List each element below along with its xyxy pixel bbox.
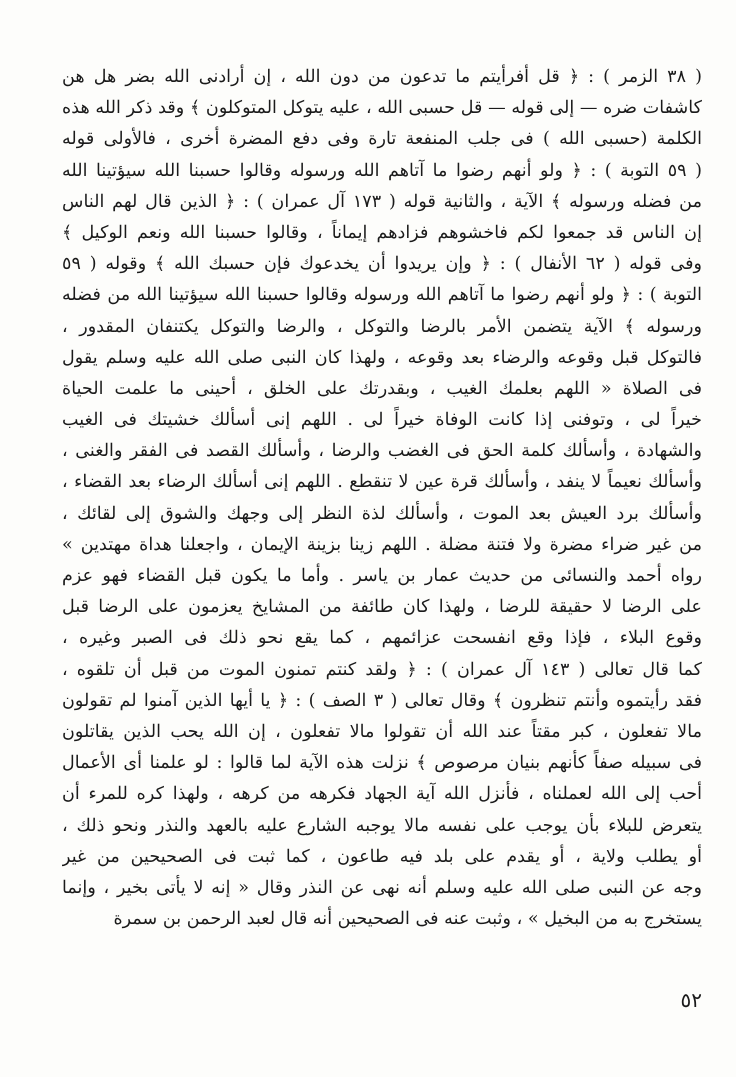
body-text bbox=[62, 62, 702, 935]
text-line: كاشفات ضره — إلى قوله — قل حسبى الله ، عليه يتوكل المتوكلون ﴾ وقد ذكر الله هذه bbox=[62, 98, 702, 119]
text-line: أو يطلب ولاية ، أو يقدم على بلد فيه طاعون ، كما ثبت فى الصحيحين من غير bbox=[62, 846, 702, 867]
text-line: من غير ضراء مضرة ولا فتنة مضلة . اللهم زينا بزينة الإيمان ، واجعلنا هداة مهتدين » bbox=[62, 534, 702, 555]
text-line: وفى قوله ( ٦٢ الأنفال ) : ﴿ وإن يريدوا أن يخدعوك فإن حسبك الله ﴾ وقوله ( ٥٩ bbox=[62, 254, 702, 275]
text-line: الكلمة (حسبى الله ) فى جلب المنفعة تارة وفى دفع المضرة أخرى ، فالأولى قوله bbox=[62, 129, 702, 150]
page-number: ٥٢ bbox=[680, 988, 702, 1012]
text-line: فى سبيله صفاً كأنهم بنيان مرصوص ﴾ نزلت هذه الآية لما قالوا : لو علمنا أى الأعمال bbox=[62, 753, 702, 774]
text-line: فالتوكل قبل وقوعه والرضاء بعد وقوعه ، ولهذا كان النبى صلى الله عليه وسلم يقول bbox=[62, 347, 702, 368]
text-line: ( ٥٩ التوبة ) : ﴿ ولو أنهم رضوا ما آتاهم الله ورسوله وقالوا حسبنا الله سيؤتينا الله bbox=[62, 160, 702, 181]
text-line: التوبة ) : ﴿ ولو أنهم رضوا ما آتاهم الله ورسوله وقالوا حسبنا الله سيؤتينا الله من فضله bbox=[62, 285, 702, 306]
text-line: فى الصلاة « اللهم بعلمك الغيب ، وبقدرتك على الخلق ، أحينى ما علمت الحياة bbox=[62, 378, 702, 399]
text-line: وقوع البلاء ، فإذا وقع انفسحت عزائمهم ، كما يقع نحو ذلك فى الصبر وغيره ، bbox=[62, 628, 702, 649]
text-line: رواه أحمد والنسائى من حديث عمار بن ياسر . وأما ما يكون قبل القضاء فهو عزم bbox=[62, 566, 702, 586]
text-line: خيراً لى ، وتوفنى إذا كانت الوفاة خيراً لى . اللهم إنى أسألك خشيتك فى الغيب bbox=[62, 410, 702, 431]
text-line: يتعرض للبلاء بأن يوجب على نفسه مالا يوجبه الشارع عليه بالعهد والنذر ونحو ذلك ، bbox=[62, 815, 702, 836]
text-line: ( ٣٨ الزمر ) : ﴿ قل أفرأيتم ما تدعون من دون الله ، إن أرادنى الله بضر هل هن bbox=[62, 67, 702, 87]
text-line: ورسوله ﴾ الآية يتضمن الأمر بالرضا والتوكل ، والرضا والتوكل يكتنفان المقدور ، bbox=[62, 316, 702, 337]
text-line: وأسألك برد العيش بعد الموت ، وأسألك لذة النظر إلى وجهك والشوق إلى لقائك ، bbox=[62, 503, 702, 524]
text-line: وأسألك نعيماً لا ينفد ، وأسألك قرة عين لا تنقطع . اللهم إنى أسألك الرضاء بعد القضاء ، bbox=[62, 472, 702, 493]
text-line: كما قال تعالى ( ١٤٣ آل عمران ) : ﴿ ولقد كنتم تمنون الموت من قبل أن تلقوه ، bbox=[62, 659, 702, 680]
text-line: أحب إلى الله لعملناه ، فأنزل الله آية الجهاد فكرهه من كرهه ، ولهذا كره للمرء أن bbox=[62, 784, 702, 805]
text-line: إن الناس قد جمعوا لكم فاخشوهم فزادهم إيماناً ، وقالوا حسبنا الله ونعم الوكيل ﴾ bbox=[62, 222, 702, 243]
text-line: على الرضا لا حقيقة للرضا ، ولهذا كان طائفة من المشايخ يعزمون على الرضا قبل bbox=[62, 597, 702, 618]
text-line: والشهادة ، وأسألك كلمة الحق فى الغضب والرضا ، وأسألك القصد فى الفقر والغنى ، bbox=[62, 441, 702, 462]
text-line: وجه عن النبى صلى الله عليه وسلم أنه نهى عن النذر وقال « إنه لا يأتى بخير ، وإنما bbox=[62, 877, 702, 898]
text-line: فقد رأيتموه وأنتم تنظرون ﴾ وقال تعالى ( ٣ الصف ) : ﴿ يا أيها الذين آمنوا لم تقولون bbox=[62, 690, 702, 711]
text-line: يستخرج به من البخيل » ، وثبت عنه فى الصحيحين أنه قال لعبد الرحمن بن سمرة bbox=[113, 909, 702, 930]
text-line: مالا تفعلون ، كبر مقتاً عند الله أن تقولوا مالا تفعلون ، إن الله يحب الذين يقاتلون bbox=[62, 721, 702, 742]
text-line: من فضله ورسوله ﴾ الآية ، والثانية قوله ( ١٧٣ آل عمران ) : ﴿ الذين قال لهم الناس bbox=[62, 191, 702, 212]
